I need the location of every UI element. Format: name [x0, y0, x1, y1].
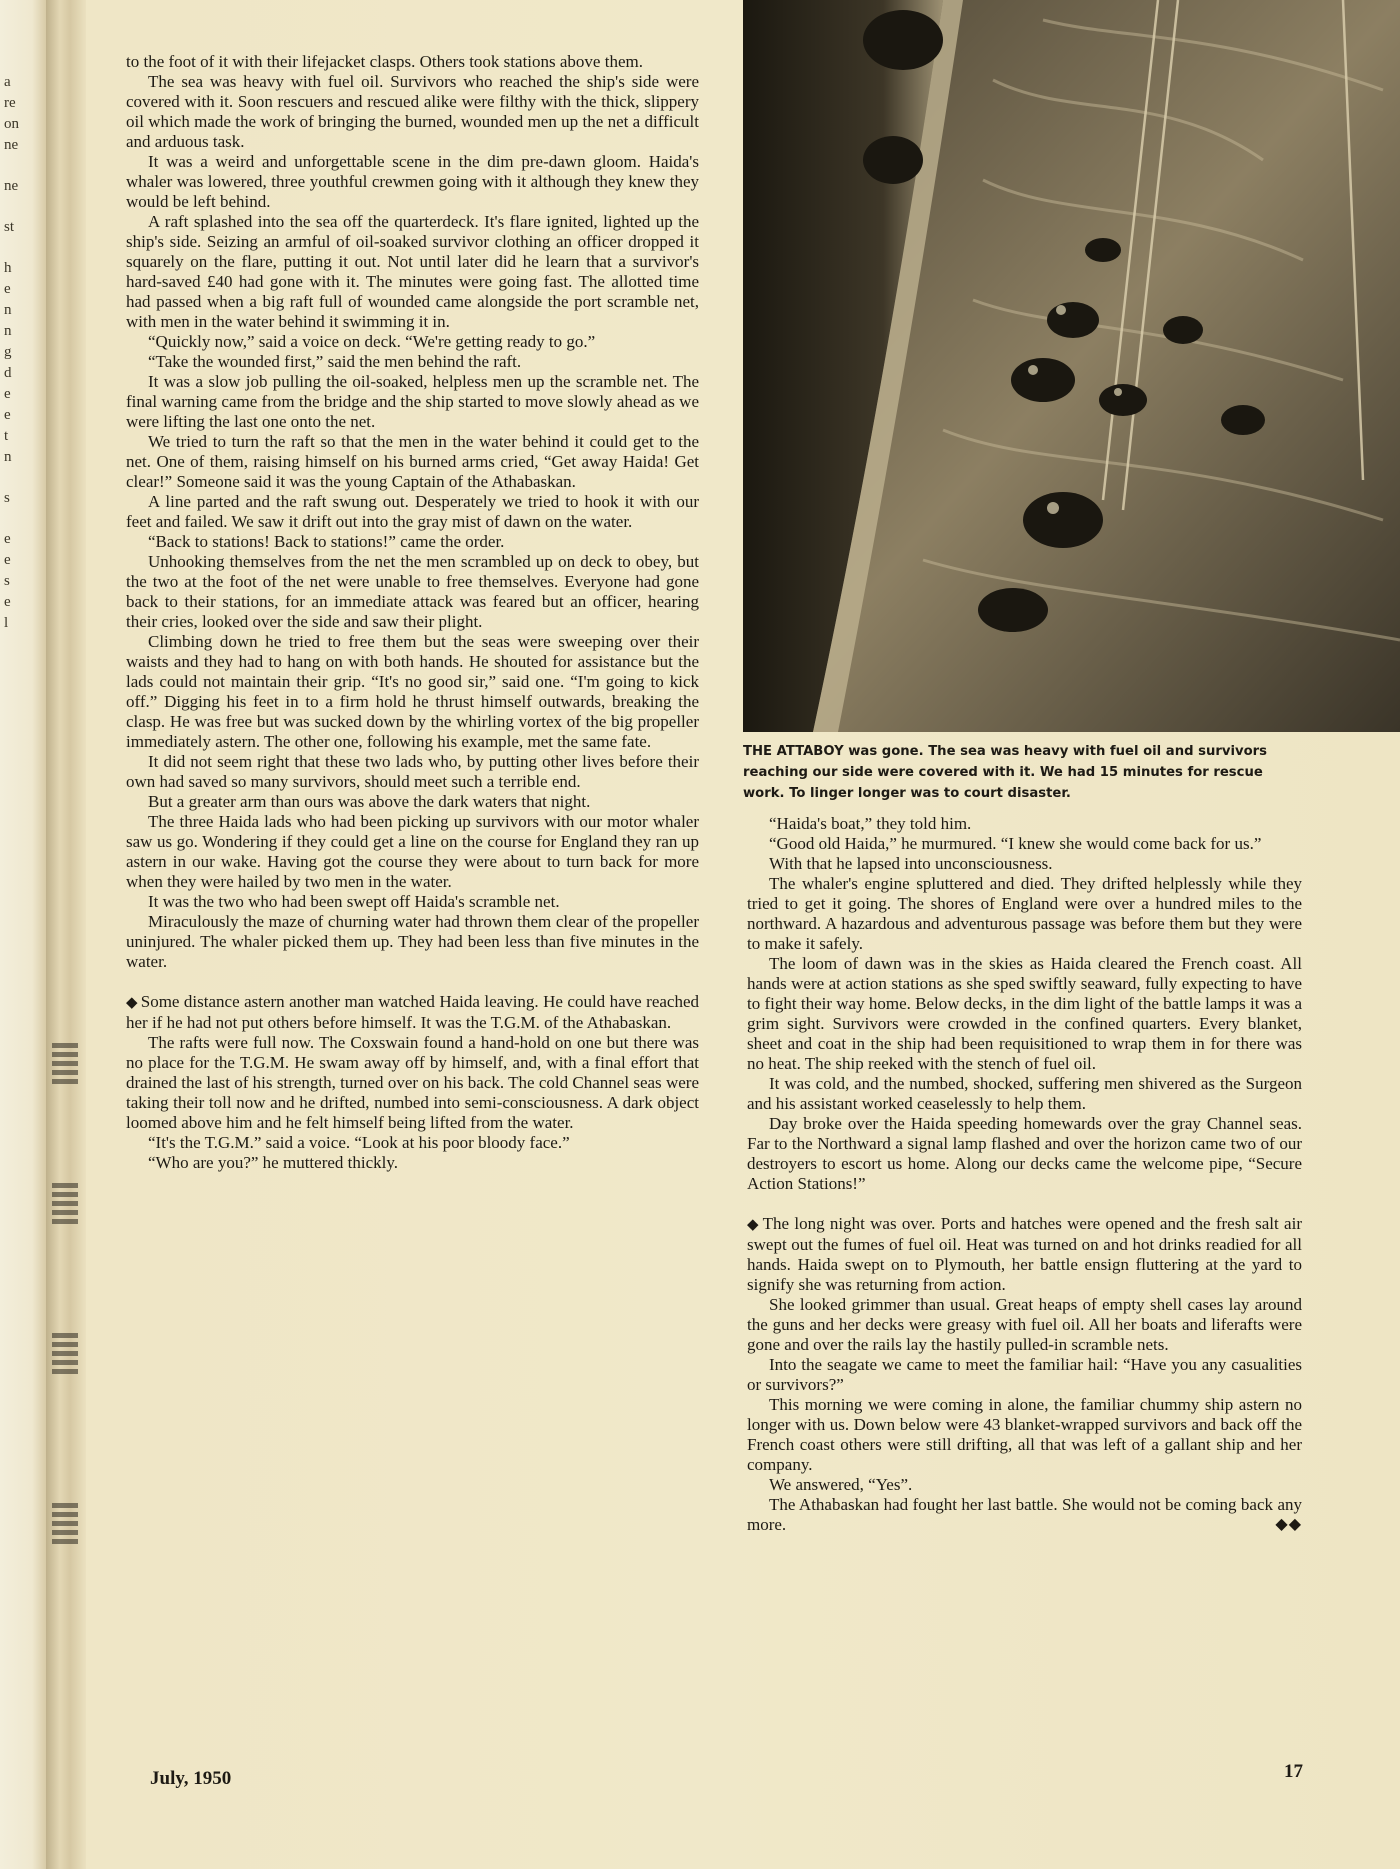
paragraph: “Quickly now,” said a voice on deck. “We're getting ready to go.”	[148, 332, 596, 351]
fold-damage	[52, 1330, 78, 1374]
paragraph	[747, 1495, 1302, 1535]
paragraph-text: The long night was over. Ports and hatches were opened and the fresh salt air swept out the fumes of fuel oil. Heat was turned on and hot drinks readied for all hands. Haida swept on to Plymouth, her battle ensign fluttering at the yard to signify she was returning from action.	[747, 1214, 1302, 1294]
paragraph: It was cold, and the numbed, shocked, suffering men shivered as the Surgeon and his assistant worked ceaselessly to help them.	[747, 1074, 1302, 1113]
fold-damage	[52, 1180, 78, 1224]
scrap-letter: on	[4, 116, 19, 132]
paragraph-text: Some distance astern another man watched Haida leaving. He could have reached her if he had not put others before himself. It was the T.G.M. of the Athabaskan.	[126, 992, 700, 1032]
scrap-letter: e	[4, 552, 11, 568]
scrap-letter: st	[4, 219, 15, 235]
section-diamond-icon: ◆	[747, 1217, 760, 1233]
right-column	[747, 814, 1302, 1535]
paragraph: It was the two who had been swept off Haida's scramble net.	[148, 892, 560, 911]
scrap-letter: n	[4, 323, 12, 339]
paragraph: “Haida's boat,” they told him.	[769, 814, 972, 833]
paragraph-text: The Athabaskan had fought her last battle. She would not be coming back any more.	[747, 1495, 1302, 1534]
scrap-letter: g	[4, 344, 12, 360]
section-paragraph	[126, 992, 699, 1033]
paragraph: “Good old Haida,” he murmured. “I knew she would come back for us.”	[769, 834, 1262, 853]
issue-date: July, 1950	[150, 1768, 232, 1789]
scrap-letter: re	[4, 95, 16, 111]
paragraph: A line parted and the raft swung out. Desperately we tried to hook it with our feet and failed. We saw it drift out into the gray mist of dawn on the water.	[126, 492, 699, 531]
paragraph: The sea was heavy with fuel oil. Survivors who reached the ship's side were covered with it. Soon rescuers and rescued alike were filthy with the thick, slippery oil which made the work of bringing the burned, wounded men up the net a difficult and arduous task.	[126, 72, 699, 151]
paragraph: We answered, “Yes”.	[769, 1475, 913, 1494]
paragraph: A raft splashed into the sea off the quarterdeck. It's flare ignited, lighted up the ship's side. Seizing an armful of oil-soaked survivor clothing an officer dropped it squarely on the flare, putting it out. Not until later did he learn that a survivor's hard-saved £40 had gone with it. The minutes were going fast. The allotted time had passed when a big raft full of wounded came alongside the port scramble net, with men in the water behind it swimming it in.	[126, 212, 699, 331]
page-number: 17	[1284, 1761, 1303, 1782]
paragraph: Unhooking themselves from the net the men scrambled up on deck to obey, but the two at the foot of the net were unable to free themselves. Everyone had gone back to their stations, for an immediate attack was feared but an officer, hearing their cries, looked over the side and saw their plight.	[126, 552, 699, 631]
adjacent-page-letters	[4, 72, 34, 634]
paragraph: to the foot of it with their lifejacket clasps. Others took stations above them.	[126, 52, 643, 71]
paragraph: The loom of dawn was in the skies as Haida cleared the French coast. All hands were at action stations as she sped swiftly seaward, fully expecting to have to fight their way home. Below decks, in the dim light of the battle lamps it was a grim sight. Survivors were crowded in the confined quarters. Every blanket, sheet and coat in the ship had been requisitioned to wrap them in for there was no heat. The ship reeked with the stench of fuel oil.	[747, 954, 1302, 1073]
paragraph: The three Haida lads who had been picking up survivors with our motor whaler saw us go. Wondering if they could get a line on the course for England they ran up astern in our wake. Having got the course they were about to turn back for more when they were hailed by two men in the water.	[126, 812, 699, 891]
paragraph: But a greater arm than ours was above the dark waters that night.	[148, 792, 591, 811]
paragraph: Day broke over the Haida speeding homewards over the gray Channel seas. Far to the Northward a signal lamp flashed and over the horizon came two of our destroyers to escort us home. Along our decks came the welcome pipe, “Secure Action Stations!”	[747, 1114, 1302, 1193]
paragraph: It was a slow job pulling the oil-soaked, helpless men up the scramble net. The final warning came from the bridge and the ship started to move slowly ahead as we were lifting the last one onto the net.	[126, 372, 699, 431]
section-diamond-icon: ◆	[126, 995, 138, 1011]
scrap-letter: l	[4, 615, 9, 631]
paragraph: The rafts were full now. The Coxswain found a hand-hold on one but there was no place for the T.G.M. He swam away off by himself, and, with a final effort that drained the last of his strength, turned over on his back. The cold Channel seas were taking their toll now and he drifted, numbed into semi-consciousness. A dark object loomed above him and he felt himself being lifted from the water.	[126, 1033, 699, 1132]
section-paragraph	[747, 1214, 1302, 1295]
scrap-letter: a	[4, 74, 11, 90]
scrap-letter: s	[4, 573, 10, 589]
paragraph: “Back to stations! Back to stations!” came the order.	[148, 532, 505, 551]
paragraph: She looked grimmer than usual. Great heaps of empty shell cases lay around the guns and her decks were greasy with fuel oil. All her boats and liferafts were gone and over the rails lay the hastily pulled-in scramble nets.	[747, 1295, 1302, 1354]
paragraph: With that he lapsed into unconsciousness.	[769, 854, 1053, 873]
fold-damage	[52, 1500, 78, 1544]
scrap-letter: e	[4, 594, 11, 610]
paragraph: Climbing down he tried to free them but the seas were sweeping over their waists and they had to hang on with both hands. He shouted for assistance but the lads could not maintain their grip. “It's no good sir,” said one. “I'm going to kick off.” Digging his feet in to a firm hold he thrust himself outwards, breaking the clasp. He was free but was sucked down by the whirling vortex of the big propeller immediately astern. The other one, following his example, met the same fate.	[126, 632, 699, 751]
paragraph: Into the seagate we came to meet the familiar hail: “Have you any casualities or survivors?”	[747, 1355, 1302, 1394]
photo-caption	[743, 741, 1303, 804]
scrap-letter: ne	[4, 178, 19, 194]
scrap-letter: n	[4, 302, 12, 318]
paragraph: “It's the T.G.M.” said a voice. “Look at his poor bloody face.”	[148, 1133, 570, 1152]
scrap-letter: e	[4, 281, 11, 297]
paragraph: Miraculously the maze of churning water had thrown them clear of the propeller uninjured. The whaler picked them up. They had been less than five minutes in the water.	[126, 912, 699, 971]
scrap-letter: e	[4, 407, 11, 423]
photo-illustration	[743, 0, 1400, 732]
scrap-letter: t	[4, 428, 9, 444]
scrap-letter: ne	[4, 137, 19, 153]
scrap-letter: h	[4, 260, 12, 276]
rescue-photo	[743, 0, 1400, 732]
paragraph: “Take the wounded first,” said the men behind the raft.	[148, 352, 522, 371]
adjacent-page-scrap	[0, 0, 46, 1869]
scrap-letter: n	[4, 449, 12, 465]
scrap-letter: s	[4, 490, 10, 506]
end-diamond-icon: ◆◆	[1275, 1516, 1302, 1533]
scrap-letter: e	[4, 531, 11, 547]
paragraph: “Who are you?” he muttered thickly.	[148, 1153, 399, 1172]
paragraph: This morning we were coming in alone, the familiar chummy ship astern no longer with us. Down below were 43 blanket-wrapped survivors and back off the French coast others were still drifting, all that was left of a gallant ship and her company.	[747, 1395, 1302, 1474]
paragraph: The whaler's engine spluttered and died. They drifted helplessly while they tried to get it going. The shores of England were over a hundred miles to the northward. A hazardous and adventurous passage was before them but they were to make it safely.	[747, 874, 1302, 953]
paragraph: We tried to turn the raft so that the men in the water behind it could get to the net. One of them, raising himself on his burned arms cried, “Get away Haida! Get clear!” Someone said it was the young Captain of the Athabaskan.	[126, 432, 699, 491]
scrap-letter: d	[4, 365, 12, 381]
scrap-letter: e	[4, 386, 11, 402]
paragraph: It did not seem right that these two lads who, by putting other lives before their own had saved so many survivors, should meet such a terrible end.	[126, 752, 699, 791]
paragraph: It was a weird and unforgettable scene in the dim pre-dawn gloom. Haida's whaler was lowered, three youthful crewmen going with it although they knew they would be left behind.	[126, 152, 699, 211]
caption-lead: THE ATTABOY	[743, 744, 844, 759]
left-column	[126, 52, 699, 1173]
page-fold	[46, 0, 86, 1869]
fold-damage	[52, 1040, 78, 1084]
caption-text: was gone. The sea was heavy with fuel oil and survivors reaching our side were covered with it. We had 15 minutes for rescue work. To linger longer was to court disaster.	[743, 744, 1267, 801]
